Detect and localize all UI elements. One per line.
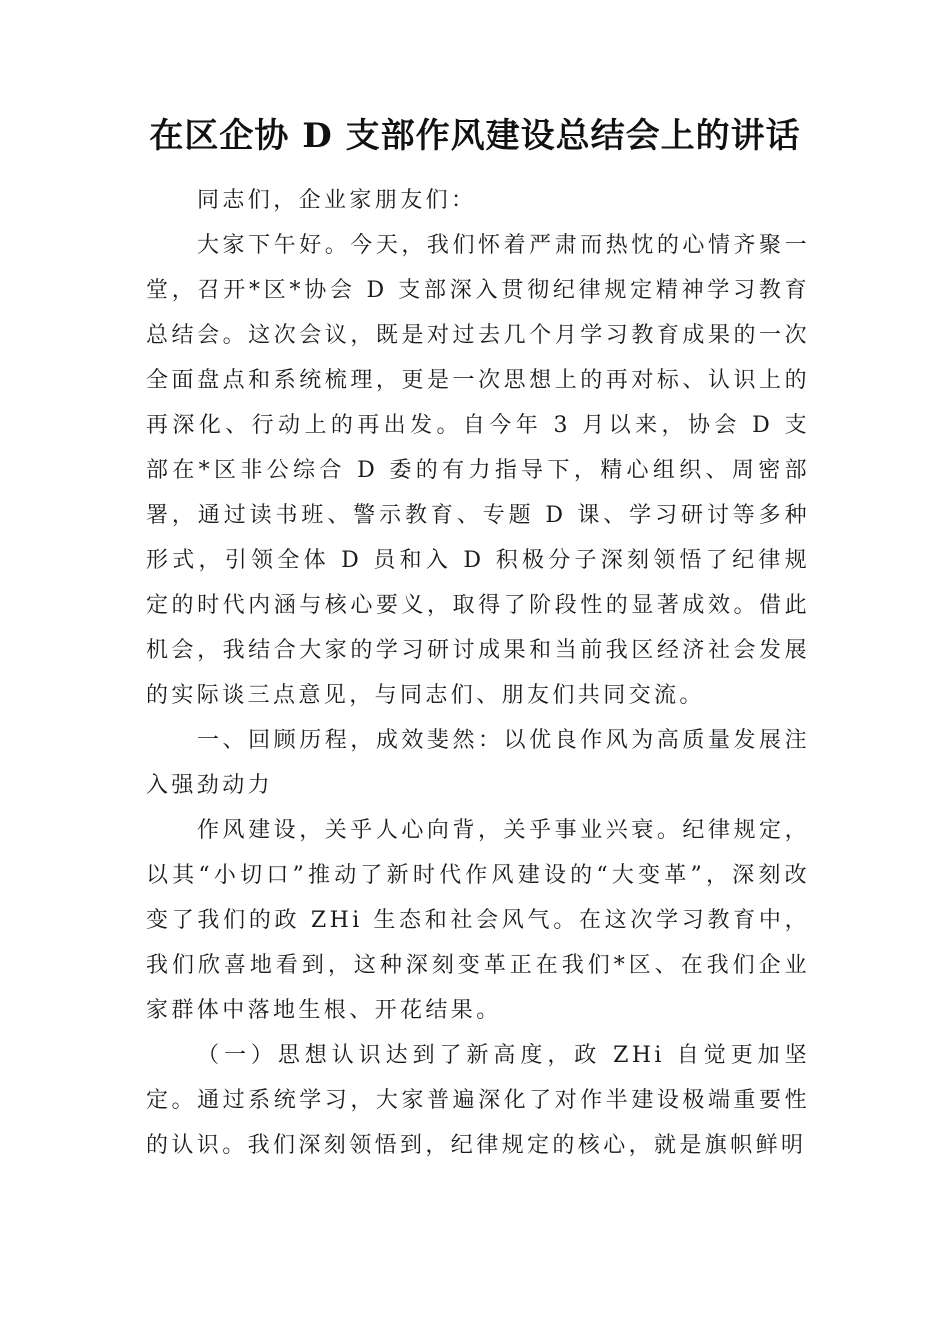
paragraph-section-1: 作风建设，关乎人心向背，关乎事业兴衰。纪律规定，以其“小切口”推动了新时代作风建设的“大变革”，深刻改变了我们的政 ZHi 生态和社会风气。在这次学习教育中，我们欣喜地看到，这种深刻变革正在我们*区、在我们企业家群体中落地生根、开花结果。 xyxy=(146,818,810,1023)
document-body xyxy=(146,178,810,1168)
document-title: 在区企协 D 支部作风建设总结会上的讲话 xyxy=(149,116,801,156)
paragraph-subsection-1: （一）思想认识达到了新高度，政 ZHi 自觉更加坚定。通过系统学习，大家普遍深化了对作半建设极端重要性的认识。我们深刻领悟到，纪律规定的核心，就是旗帜鲜明 xyxy=(146,1043,810,1158)
paragraph-opening: 大家下午好。今天，我们怀着严肃而热忱的心情齐聚一堂，召开*区*协会 D 支部深入贯彻纪律规定精神学习教育总结会。这次会议，既是对过去几个月学习教育成果的一次全面盘点和系统梳理，更是一次思想上的再对标、认识上的再深化、行动上的再出发。自今年 3 月以来，协会 D 支部在*区非公综合 D 委的有力指导下，精心组织、周密部署，通过读书班、警示教育、专题 D 课、学习研讨等多种形式，引领全体 D 员和入 D 积极分子深刻领悟了纪律规定的时代内涵与核心要义，取得了阶段性的显著成效。借此机会，我结合大家的学习研讨成果和当前我区经济社会发展的实际谈三点意见，与同志们、朋友们共同交流。 xyxy=(146,233,810,708)
section-heading-1: 一、回顾历程，成效斐然：以优良作风为高质量发展注入强劲动力 xyxy=(146,728,810,798)
paragraph-greeting: 同志们，企业家朋友们： xyxy=(197,188,477,213)
